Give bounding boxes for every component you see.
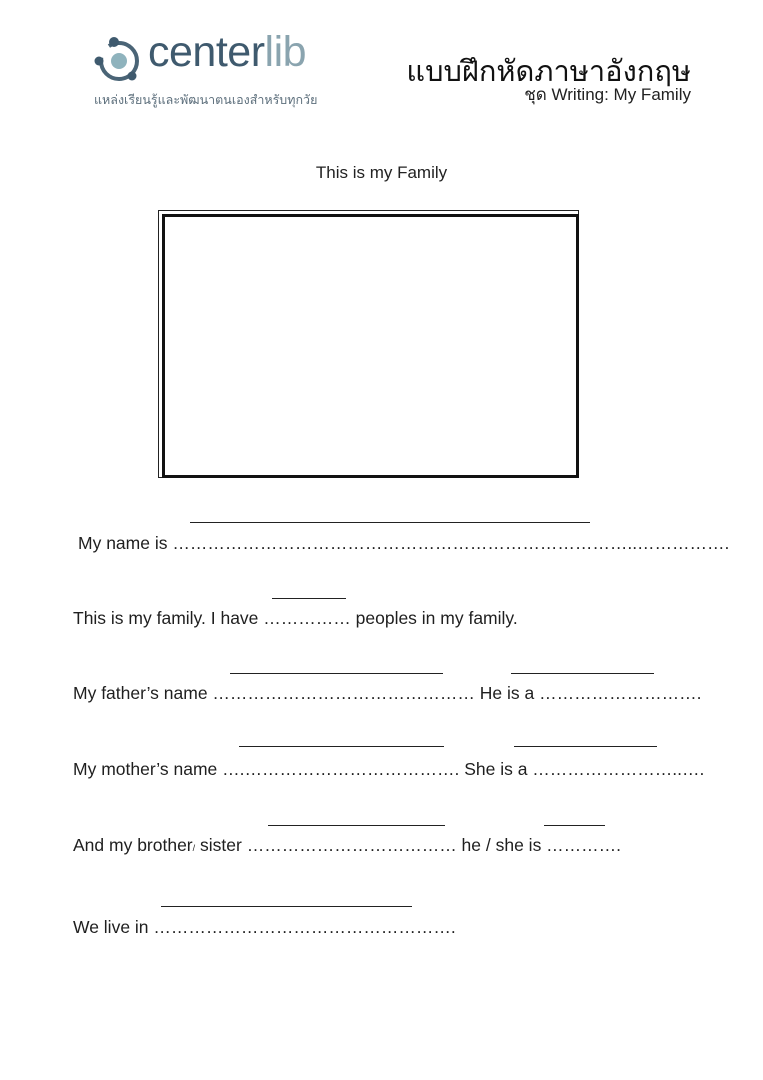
live-answer-rule[interactable] (161, 906, 412, 907)
worksheet-header-subtitle: ชุด Writing: My Family (524, 85, 691, 104)
sibling-name-answer-rule[interactable] (268, 825, 445, 826)
family-count-answer-rule[interactable] (272, 598, 346, 599)
page-title: This is my Family (315, 163, 448, 182)
centerlib-logo (92, 28, 342, 114)
sibling-sentence-end: sister ……………………………… he / she is …………. (195, 835, 622, 855)
picture-drawing-box[interactable] (162, 214, 579, 478)
name-answer-rule[interactable] (190, 522, 590, 523)
logo-word-lib: lib (264, 28, 307, 76)
mother-job-answer-rule[interactable] (514, 746, 657, 747)
mother-name-answer-rule[interactable] (239, 746, 444, 747)
worksheet-header-title: แบบฝึกหัดภาษาอังกฤษ (406, 56, 691, 88)
father-sentence: My father’s name ……………………………………… He is a ………………………. (73, 683, 702, 703)
logo-tagline: แหล่งเรียนรู้และพัฒนาตนเองสำหรับทุกวัย (94, 93, 318, 107)
live-sentence: We live in ……………………………………………. (73, 917, 456, 937)
atom-logo-icon (92, 34, 146, 86)
sibling-sentence-start: And my brother (73, 835, 193, 855)
name-sentence: My name is ……………………………………………………………………..……………. (78, 533, 730, 553)
logo-wordmark (148, 28, 306, 77)
father-job-answer-rule[interactable] (511, 673, 654, 674)
logo-word-center: center (148, 28, 265, 76)
sibling-job-answer-rule[interactable] (544, 825, 605, 826)
sibling-sentence (73, 835, 621, 856)
family-count-sentence: This is my family. I have …………… peoples in my family. (73, 608, 518, 628)
sibling-slash: / (192, 843, 196, 853)
mother-sentence: My mother’s name ….………………………………. She is a ……………………..…. (73, 759, 705, 779)
father-name-answer-rule[interactable] (230, 673, 443, 674)
